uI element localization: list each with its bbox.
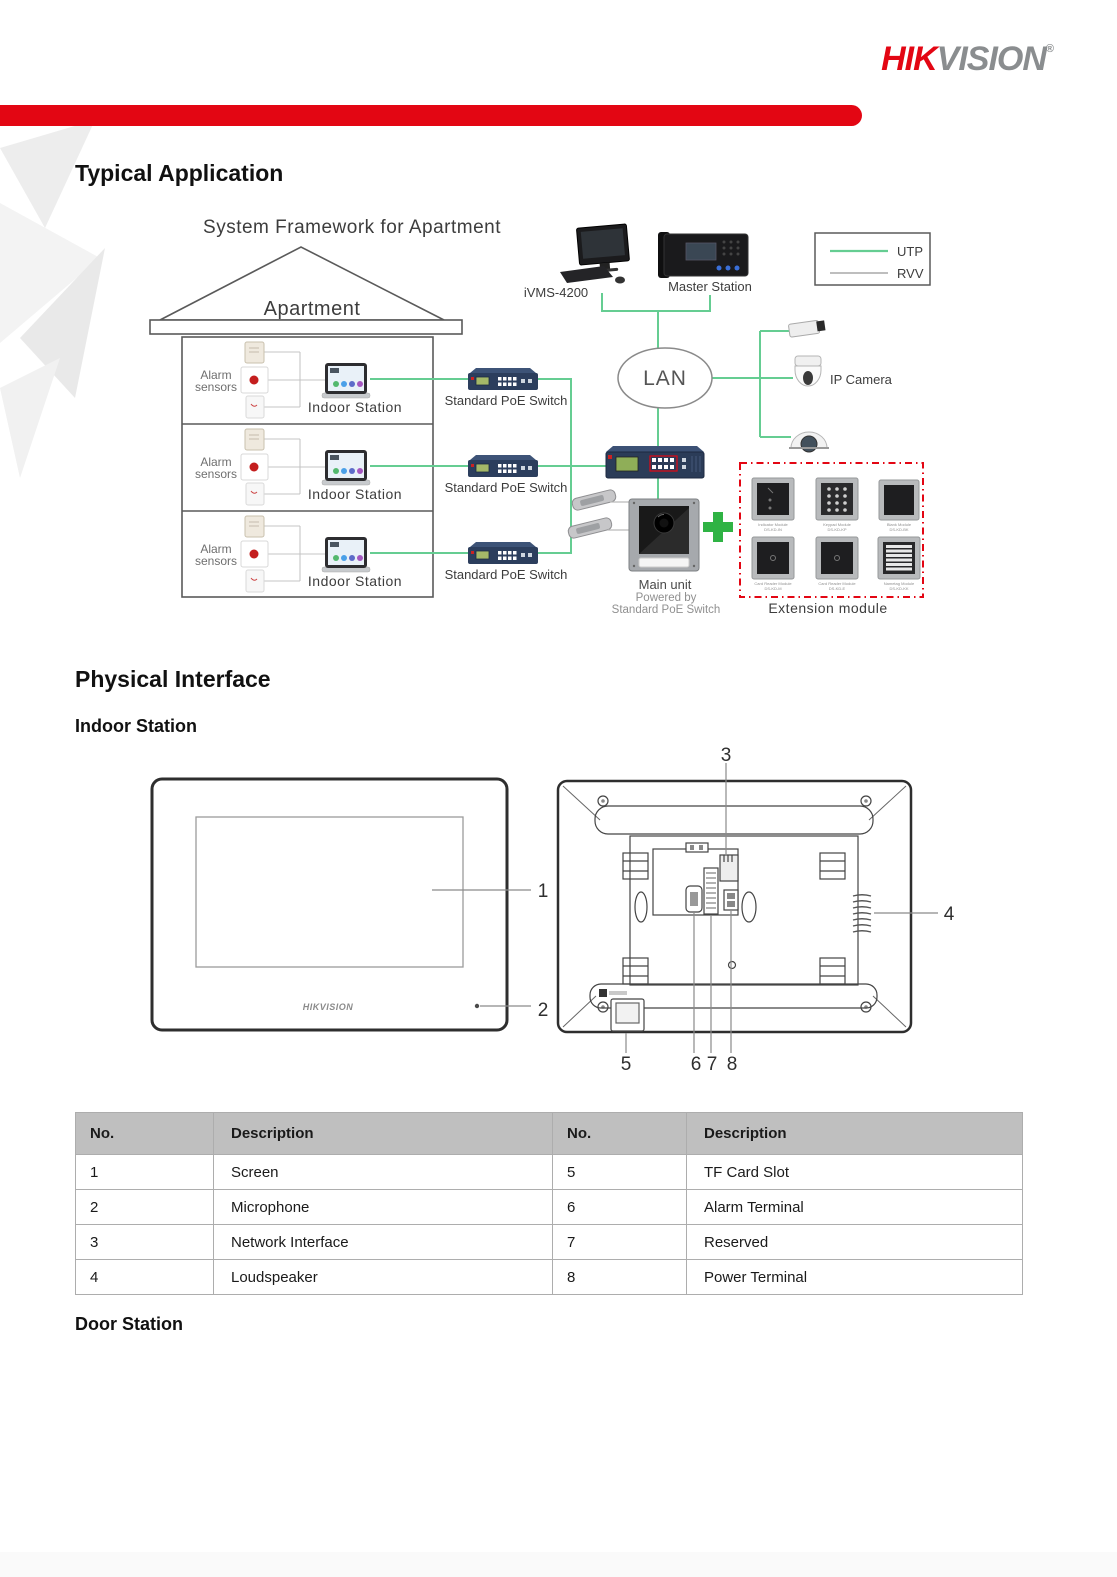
rear-view bbox=[558, 781, 911, 1032]
svg-text:Card Reader Module: Card Reader Module bbox=[818, 581, 856, 586]
door-sensor-icon bbox=[246, 396, 264, 418]
poe-switch-label: Standard PoE Switch bbox=[444, 480, 568, 495]
red-divider-bar bbox=[0, 105, 862, 126]
main-unit-sub2: Standard PoE Switch bbox=[611, 604, 721, 616]
svg-text:sensors: sensors bbox=[194, 467, 238, 481]
logo-hik: HIK bbox=[881, 40, 937, 78]
dome-camera-icon bbox=[789, 432, 829, 452]
box-camera-icon bbox=[788, 319, 825, 337]
front-view bbox=[152, 779, 507, 1030]
ivms-computer-icon bbox=[560, 224, 630, 284]
table-header-row bbox=[76, 1113, 1023, 1155]
svg-text:sensors: sensors bbox=[194, 380, 238, 394]
door-station-subheading: Door Station bbox=[75, 1314, 183, 1334]
table-row: 4 Loudspeaker 8 Power Terminal bbox=[76, 1260, 1023, 1295]
svg-text:Nametag Module: Nametag Module bbox=[883, 581, 915, 586]
extension-module-blank bbox=[879, 480, 919, 532]
indoor-station-label: Indoor Station bbox=[307, 486, 403, 502]
svg-text:Blank Module: Blank Module bbox=[886, 522, 912, 527]
svg-text:Keypad Module: Keypad Module bbox=[823, 522, 851, 527]
physical-interface-heading: Physical Interface bbox=[75, 666, 271, 692]
ptz-camera-icon bbox=[795, 356, 821, 386]
indoor-station-icon bbox=[322, 537, 370, 572]
poe-switch-icon bbox=[468, 455, 538, 477]
motion-sensor-icon bbox=[245, 342, 264, 363]
motion-sensor-icon bbox=[245, 516, 264, 537]
lan-label: LAN bbox=[643, 367, 687, 390]
indoor-station-label: Indoor Station bbox=[307, 399, 403, 415]
aggregation-switch-icon bbox=[606, 446, 704, 478]
poe-switch-label: Standard PoE Switch bbox=[444, 567, 568, 582]
top-connector bbox=[686, 843, 708, 852]
table-row: 3 Network Interface 7 Reserved bbox=[76, 1225, 1023, 1260]
microphone-hole bbox=[475, 1004, 479, 1008]
callout-8: 8 bbox=[726, 1054, 738, 1075]
network-port bbox=[720, 855, 738, 881]
indoor-station-subheading: Indoor Station bbox=[75, 716, 197, 736]
ip-camera-label: IP Camera bbox=[830, 372, 892, 387]
svg-text:DS-KD-E: DS-KD-E bbox=[828, 586, 846, 591]
svg-text:Indicator Module: Indicator Module bbox=[758, 522, 788, 527]
master-station-label: Master Station bbox=[668, 279, 752, 294]
svg-text:sensors: sensors bbox=[194, 554, 238, 568]
door-sensor-icon bbox=[246, 570, 264, 592]
legend-utp-label: UTP bbox=[897, 244, 923, 259]
interface-table bbox=[75, 1112, 1023, 1295]
callout-4: 4 bbox=[943, 904, 955, 925]
extension-module-nametag bbox=[878, 537, 920, 591]
master-station-icon bbox=[658, 232, 748, 278]
callout-3: 3 bbox=[720, 745, 732, 766]
page-bottom-strip bbox=[0, 1552, 1117, 1577]
registered-mark: ® bbox=[1045, 43, 1053, 55]
extension-module-label: Extension module bbox=[768, 600, 888, 616]
indoor-station-label: Indoor Station bbox=[307, 573, 403, 589]
callout-2: 2 bbox=[537, 1000, 549, 1021]
ivms-label: iVMS-4200 bbox=[523, 285, 589, 300]
table-row: 1 Screen 5 TF Card Slot bbox=[76, 1155, 1023, 1190]
alarm-sensors-label: Alarm bbox=[200, 542, 232, 556]
poe-switch-label: Standard PoE Switch bbox=[444, 393, 568, 408]
indoor-station-icon bbox=[322, 450, 370, 485]
typical-application-heading: Typical Application bbox=[75, 160, 284, 186]
svg-text:DS-KD-KP: DS-KD-KP bbox=[827, 527, 847, 532]
screen-area bbox=[196, 817, 463, 967]
diagram-title: System Framework for Apartment bbox=[203, 217, 501, 238]
main-unit-label: Main unit bbox=[638, 577, 692, 592]
alarm-sensors-label: Alarm bbox=[200, 368, 232, 382]
plus-icon bbox=[703, 512, 733, 542]
callout-1: 1 bbox=[537, 881, 549, 902]
apartment-label: Apartment bbox=[263, 298, 361, 320]
door-lock-icon bbox=[567, 517, 613, 539]
col-no-left: No. bbox=[76, 1113, 214, 1155]
system-diagram bbox=[0, 205, 1117, 625]
door-lock-icon bbox=[571, 489, 617, 511]
door-sensor-icon bbox=[246, 483, 264, 505]
hikvision-logo bbox=[881, 40, 1053, 79]
poe-switch-icon bbox=[468, 368, 538, 390]
col-desc-left: Description bbox=[214, 1113, 553, 1155]
motion-sensor-icon bbox=[245, 429, 264, 450]
indoor-station-icon bbox=[322, 363, 370, 398]
svg-text:DS-KD-BK: DS-KD-BK bbox=[889, 527, 909, 532]
logo-vision: VISION bbox=[936, 40, 1046, 78]
svg-text:DS-KD-M: DS-KD-M bbox=[764, 586, 782, 591]
poe-switch-icon bbox=[468, 542, 538, 564]
roof-eave-band bbox=[150, 320, 462, 334]
svg-text:Card Reader Module: Card Reader Module bbox=[754, 581, 792, 586]
physical-interface-diagram bbox=[0, 730, 1117, 1080]
extension-module-keypad bbox=[816, 478, 858, 532]
table-row: 2 Microphone 6 Alarm Terminal bbox=[76, 1190, 1023, 1225]
svg-text:DS-KD-KK: DS-KD-KK bbox=[889, 586, 909, 591]
legend-box bbox=[815, 233, 930, 285]
device-logo: HIKVISION bbox=[302, 1002, 354, 1012]
reserved-pin-header bbox=[704, 868, 718, 914]
main-unit-sub1: Powered by bbox=[635, 592, 697, 604]
col-desc-right: Description bbox=[687, 1113, 1023, 1155]
callout-6: 6 bbox=[690, 1054, 702, 1075]
extension-module-card-reader bbox=[752, 537, 794, 591]
extension-module-card-reader bbox=[816, 537, 858, 591]
col-no-right: No. bbox=[553, 1113, 687, 1155]
legend-rvv-label: RVV bbox=[897, 266, 924, 281]
extension-module-indicator bbox=[752, 478, 794, 532]
svg-text:DS-KD-IN: DS-KD-IN bbox=[764, 527, 782, 532]
callout-5: 5 bbox=[620, 1054, 632, 1075]
alarm-sensors-label: Alarm bbox=[200, 455, 232, 469]
main-unit-icon bbox=[629, 499, 699, 571]
callout-7: 7 bbox=[706, 1054, 718, 1075]
